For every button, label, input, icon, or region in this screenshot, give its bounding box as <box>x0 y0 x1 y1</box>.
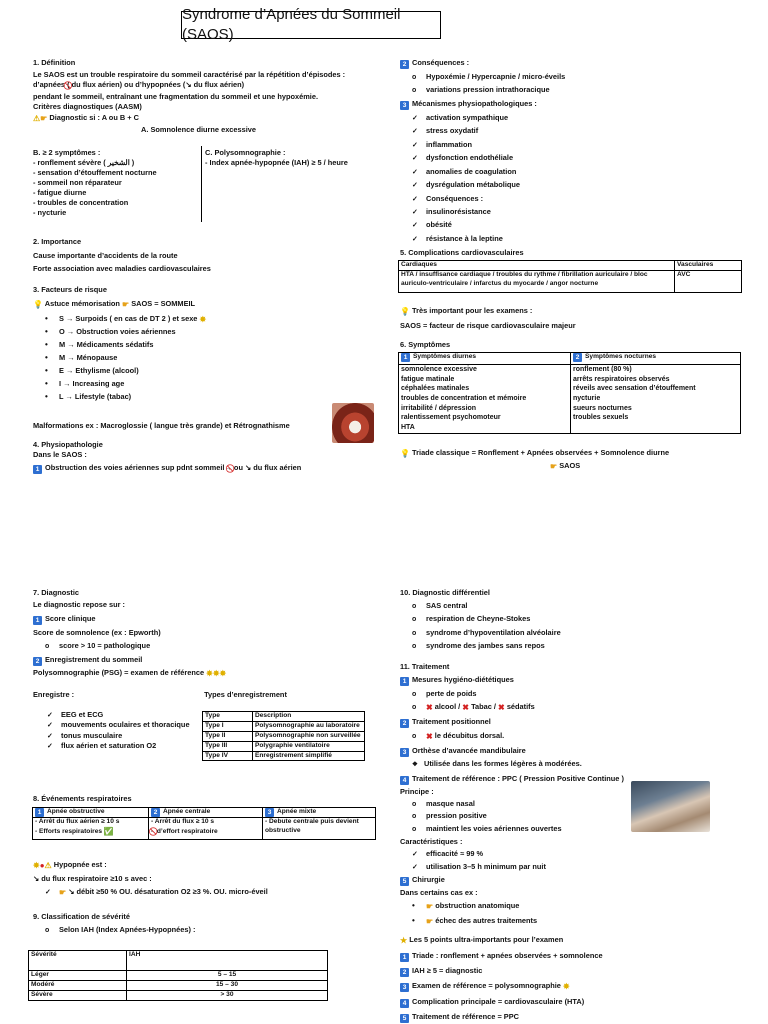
treatment-step-text: Traitement de référence : PPC ( Pression Positive Continue ) <box>412 773 624 783</box>
definition-line-5 <box>33 113 373 125</box>
types-title: Types d’enregistrement <box>204 690 287 700</box>
physio-line: Dans le SAOS : <box>33 449 87 459</box>
consequences-title: Conséquences : <box>412 58 470 67</box>
consequence-item: o variations pression intrathoracique <box>412 85 740 95</box>
exam-note-2: SAOS = facteur de risque cardiovasculaire majeur <box>400 320 576 330</box>
event-text: - Arrêt du flux aérien ≥ 10 s <box>35 818 120 825</box>
mechanisms-heading <box>400 99 740 110</box>
triad-saos <box>550 461 742 473</box>
hypopnea-criteria <box>33 887 373 899</box>
pointing-hand-icon: ☛ <box>59 887 67 897</box>
surgery-item <box>412 916 740 928</box>
psg-text: Polysomnographie (PSG) = examen de référence <box>33 668 205 678</box>
score-heading <box>33 614 373 625</box>
importance-line: Forte association avec maladies cardiovasculaires <box>33 263 211 273</box>
events-col-header <box>33 808 149 818</box>
treatment-step-text: Chirurgie <box>412 874 445 884</box>
differential-item: o SAS central <box>412 601 740 611</box>
pointing-hand-icon: ☛ <box>426 901 434 911</box>
mechanism-item: ✓ activation sympathique <box>412 113 740 123</box>
consequences-heading <box>400 58 740 69</box>
recording-heading <box>33 655 373 666</box>
number-badge-2: 2 <box>573 353 582 362</box>
mouth-photo <box>332 403 374 443</box>
treatment-sedatives: sédatifs <box>506 702 535 712</box>
key-point-text: IAH ≥ 5 = diagnostic <box>412 965 483 975</box>
symptom-item: HTA <box>401 423 415 431</box>
key-point-text: Complication principale = cardiovasculaire (HTA) <box>412 996 585 1006</box>
star-burst-icon: ✸ <box>33 861 40 870</box>
criterion-a: A. Somnolence diurne excessive <box>141 124 257 134</box>
treatment-step <box>400 675 740 686</box>
pointing-hand-icon: ☛ <box>426 916 434 926</box>
exam-note-text: Très important pour les examens : <box>412 305 533 315</box>
severity-table <box>28 950 328 1001</box>
definition-line-4: Critères diagnostiques (AASM) <box>33 101 142 111</box>
triad-saos-text: SAOS <box>559 461 581 471</box>
section-complications <box>398 248 742 331</box>
differential-item: o syndrome d’hypoventilation alvéolaire <box>412 628 740 638</box>
number-badge-1: 1 <box>33 465 42 474</box>
number-badge-1: 1 <box>35 808 44 817</box>
treatment-item: o perte de poids <box>400 689 740 699</box>
check-icon: ✅ <box>103 826 114 836</box>
importance-line: Cause importante d’accidents de la route <box>33 250 178 260</box>
section-importance <box>33 237 373 274</box>
cross-icon: ✖ <box>426 732 433 742</box>
differential-item: o syndrome des jambes sans repos <box>412 641 740 651</box>
warning-icon: ⚠ <box>44 861 52 870</box>
treatment-positional-text: le décubitus dorsal. <box>434 731 505 741</box>
triad-text: Triade classique = Ronflement + Apnées observées + Somnolence diurne <box>412 447 670 457</box>
type-cell: Type II <box>203 731 253 741</box>
criterion-c-heading: C. Polysomnographie : <box>205 148 286 157</box>
number-badge-3: 3 <box>265 808 274 817</box>
risk-item: • E → Ethylisme (alcool) <box>45 366 373 379</box>
section-respiratory-events <box>33 794 373 804</box>
section-diagnostic <box>33 588 373 700</box>
treatment-tobacco: Tabac / <box>471 702 496 712</box>
iah-cell: 15 – 30 <box>127 980 328 990</box>
section-differential <box>400 588 740 652</box>
mnemonic-value: SAOS = SOMMEIL <box>131 298 196 308</box>
types-col-header: Description <box>253 712 365 722</box>
principle-label: Principe : <box>400 786 434 796</box>
recording-title: Enregistrement du sommeil <box>45 655 143 665</box>
treatment-step <box>400 717 740 728</box>
symptoms-col2: Symptômes nocturnes <box>585 352 657 360</box>
symptom-item: somnolence excessive <box>401 365 477 373</box>
hypopnea-criteria-text: ↘ débit ≥50 % OU. désaturation O2 ≥3 %. OU. micro-éveil <box>68 886 268 896</box>
type-cell: Type I <box>203 721 253 731</box>
symptom-item: troubles de concentration et mémoire <box>401 394 527 402</box>
diagnostic-heading: 7. Diagnostic <box>33 588 79 597</box>
symptom-item: ronflement (80 %) <box>573 365 632 373</box>
section-symptoms <box>398 340 742 473</box>
events-col-header <box>149 808 263 818</box>
event-text: - Debute centrale puis devient obstructive <box>265 818 359 834</box>
type-desc-cell: Polygraphie ventilatoire <box>253 741 365 751</box>
criterion-b-item: - sommeil non réparateur <box>33 177 122 187</box>
differential-item: o respiration de Cheyne-Stokes <box>412 614 740 624</box>
records-item: ✓ EEG et ECG <box>47 710 207 720</box>
page-title: Syndrome d’Apnées du Sommeil (SAOS) <box>181 11 441 39</box>
consequence-item: o Hypoxémie / Hypercapnie / micro-éveils <box>412 72 740 82</box>
treatment-heading: 11. Traitement <box>400 662 450 671</box>
number-badge-2: 2 <box>400 719 409 728</box>
risk-item: • M → Médicaments sédatifs <box>45 340 373 353</box>
key-points-heading <box>400 935 740 947</box>
number-badge-1: 1 <box>400 953 409 962</box>
mnemonic-line <box>33 299 373 311</box>
physio-line <box>33 463 373 475</box>
definition-l2b: du flux aérien) ou d’hypopnées (↘ du flux aérien) <box>69 79 245 89</box>
hypopnea-line: ↘ du flux respiratoire ≥10 s avec : <box>33 873 152 883</box>
type-desc-cell: Polysomnographie non surveillée <box>253 731 365 741</box>
event-text-b: d’effort respiratoire <box>155 827 218 835</box>
nocturnal-symptoms-cell <box>571 364 741 433</box>
pointing-hand-icon: ☛ <box>40 113 48 123</box>
treatment-step <box>400 746 740 757</box>
symptoms-col1: Symptômes diurnes <box>413 352 477 360</box>
lightbulb-icon: 💡 <box>33 299 43 309</box>
records-item: ✓ tonus musculaire <box>47 731 207 741</box>
cpap-photo <box>631 781 710 832</box>
mechanism-item: ✓ inflammation <box>412 140 740 150</box>
risk-item-text: S → Surpoids ( en cas de DT 2 ) et sexe <box>59 313 198 323</box>
symptom-item: arrêts respiratoires observés <box>573 375 670 383</box>
key-points-title: Les 5 points ultra-importants pour l’examen <box>409 935 564 944</box>
characteristic-item: ✓ efficacité ≈ 99 % <box>412 849 740 859</box>
hypopnea-heading <box>33 860 373 872</box>
pointing-hand-icon: ☛ <box>121 299 130 309</box>
surgery-label: Dans certains cas ex : <box>400 887 478 897</box>
event-text-b: - Efforts respiratoires <box>35 827 103 835</box>
number-badge-2: 2 <box>151 808 160 817</box>
sparkle-icon: ✸ <box>199 314 207 324</box>
records-list <box>47 710 207 752</box>
section-severity <box>33 912 373 935</box>
complications-heading: 5. Complications cardiovasculaires <box>400 248 524 257</box>
criterion-b-item: - nycturie <box>33 207 67 217</box>
triad-line <box>400 448 742 460</box>
type-cell: Type IV <box>203 751 253 761</box>
risk-item: • I → Increasing age <box>45 379 373 392</box>
severity-heading: 9. Classification de sévérité <box>33 912 130 921</box>
risk-heading: 3. Facteurs de risque <box>33 285 107 294</box>
hypopnea-title: Hypopnée est : <box>53 860 107 869</box>
diurnal-symptoms-cell <box>399 364 571 433</box>
number-badge-4: 4 <box>400 999 409 1008</box>
number-badge-2: 2 <box>33 657 42 666</box>
mechanism-item: ✓ dysrégulation métabolique <box>412 180 740 190</box>
event-text: - Arrêt du flux ≥ 10 s <box>151 818 215 825</box>
iah-cell: 5 – 15 <box>127 971 328 981</box>
records-item: ✓ flux aérien et saturation O2 <box>47 741 207 751</box>
event-text <box>35 827 146 838</box>
complications-cell: AVC <box>675 270 742 292</box>
events-col-header <box>263 808 376 818</box>
pointing-hand-icon: ☛ <box>550 462 558 472</box>
importance-heading: 2. Importance <box>33 237 82 246</box>
symptoms-table <box>398 352 741 434</box>
cross-icon: ✖ <box>462 703 469 713</box>
mechanism-item: ✓ obésité <box>412 220 740 230</box>
symptom-item: troubles sexuels <box>573 414 629 422</box>
symptom-item: réveils avec sensation d’étouffement <box>573 385 696 393</box>
complications-table <box>398 260 742 293</box>
section-consequences <box>400 58 740 244</box>
type-cell: Type III <box>203 741 253 751</box>
events-cell <box>33 818 149 840</box>
treatment-item <box>400 702 740 714</box>
malformations-line: Malformations ex : Macroglossie ( langue très grande) et Rétrognathisme <box>33 420 290 430</box>
number-badge-3: 3 <box>400 101 409 110</box>
records-label <box>33 690 373 700</box>
risk-item: • O → Obstruction voies aériennes <box>45 327 373 340</box>
criterion-b-item: - fatigue diurne <box>33 187 87 197</box>
mechanism-item: ✓ dysfonction endothéliale <box>412 153 740 163</box>
mnemonic-label: Astuce mémorisation <box>44 298 120 308</box>
key-point-text: Triade : ronflement + apnées observées + somnolence <box>412 950 603 960</box>
section-key-points <box>400 935 740 1023</box>
complications-cell: HTA / insuffisance cardiaque / troubles du rythme / fibrillation auriculaire / bloc auriculo-ventriculaire / infarctus du myocarde / angor nocturne <box>399 270 675 292</box>
differential-heading: 10. Diagnostic différentiel <box>400 588 490 597</box>
number-badge-3: 3 <box>400 983 409 992</box>
key-point <box>400 966 740 977</box>
events-col2: Apnée centrale <box>163 808 211 815</box>
key-point <box>400 1012 740 1023</box>
psg-line <box>33 668 373 680</box>
symptom-item: irritabilité / dépression <box>401 404 477 412</box>
events-table <box>32 807 376 840</box>
treatment-item: ❖ Utilisée dans les formes légères à modérées. <box>400 759 740 770</box>
physio-l2a: Obstruction des voies aériennes sup pdnt sommeil→ <box>45 462 232 472</box>
principle-item: o pression positive <box>412 811 740 821</box>
mechanism-item: ✓ anomalies de coagulation <box>412 167 740 177</box>
hypopnea <box>33 860 373 899</box>
symptom-item: sueurs nocturnes <box>573 404 632 412</box>
key-point <box>400 981 740 993</box>
types-col-header: Type <box>203 712 253 722</box>
symptom-item: ralentissement psychomoteur <box>401 414 501 422</box>
section-physiopathology <box>33 440 373 475</box>
number-badge-5: 5 <box>400 1014 409 1023</box>
symptoms-heading: 6. Symptômes <box>400 340 451 349</box>
criterion-c <box>205 148 385 168</box>
criterion-b-heading: B. ≥ 2 symptômes : <box>33 148 101 157</box>
treatment-alcohol: alcool / <box>434 702 461 712</box>
definition-line-3: pendant le sommeil, entraînant une fragmentation du sommeil et une hypoxémie. <box>33 91 319 101</box>
events-col1: Apnée obstructive <box>47 808 105 815</box>
definition-l2a: d’apnées ( <box>33 79 70 89</box>
number-badge-1: 1 <box>401 353 410 362</box>
treatment-step-text: Mesures hygiéno-diététiques <box>412 674 514 684</box>
symptom-item: fatigue matinale <box>401 375 455 383</box>
complications-col-header: Cardiaques <box>399 260 675 270</box>
treatment-step-text: Traitement positionnel <box>412 717 491 727</box>
criterion-c-item: - Index apnée-hypopnée (IAH) ≥ 5 / heure <box>205 157 348 167</box>
criterion-b-item: - ronflement sévère ( الشخير ) <box>33 157 135 167</box>
key-point <box>400 997 740 1008</box>
records-text: Enregistre : <box>33 690 75 700</box>
score-title: Score clinique <box>45 613 96 623</box>
exam-note <box>400 306 742 318</box>
definition-line-2 <box>33 80 373 92</box>
warning-icon: ⚠ <box>33 113 41 123</box>
criterion-b-item: - sensation d’étouffement nocturne <box>33 167 157 177</box>
number-badge-3: 3 <box>400 748 409 757</box>
severity-cell: Léger <box>29 971 127 981</box>
treatment-item <box>400 731 740 743</box>
diagnostic-line: Le diagnostic repose sur : <box>33 599 125 609</box>
mechanism-item: ✓ résistance à la leptine <box>412 234 740 244</box>
number-badge-1: 1 <box>33 616 42 625</box>
surgery-item-text: obstruction anatomique <box>435 900 520 910</box>
mechanism-item: ✓ Conséquences : <box>412 194 740 204</box>
principle-item: o maintient les voies aériennes ouvertes <box>412 824 740 834</box>
definition-line-1: Le SAOS est un trouble respiratoire du sommeil caractérisé par la répétition d’épisodes : <box>33 69 346 79</box>
symptoms-col-header <box>399 352 571 364</box>
severity-col-header: Sévérité <box>29 951 127 971</box>
alarm-icon: ● <box>39 861 45 870</box>
recording-types-table <box>202 711 365 761</box>
severity-cell: Sévère <box>29 990 127 1000</box>
number-badge-2: 2 <box>400 968 409 977</box>
diagnostic-criteria: Diagnostic si : A ou B + C <box>49 112 139 122</box>
star-burst-icon: ✸ <box>562 981 570 991</box>
star-icon: ★ <box>400 936 408 945</box>
criterion-b-item: - troubles de concentration <box>33 197 129 207</box>
definition-heading: 1. Définition <box>33 58 76 67</box>
surgery-item-text: échec des autres traitements <box>435 915 538 925</box>
mechanisms-title: Mécanismes physiopathologiques : <box>412 98 537 108</box>
lightbulb-icon: 💡 <box>400 306 410 316</box>
mechanism-item: ✓ stress oxydatif <box>412 126 740 136</box>
number-badge-2: 2 <box>400 60 409 69</box>
treatment-step <box>400 875 740 886</box>
number-badge-4: 4 <box>400 776 409 785</box>
physio-l2b: ou ↘ du flux aérien <box>231 462 302 472</box>
star-burst-icon: ✸✸✸ <box>206 669 227 679</box>
cross-icon: ✖ <box>426 703 433 713</box>
key-point-text: Examen de référence = polysomnographie <box>412 980 561 990</box>
events-heading: 8. Événements respiratoires <box>33 794 132 803</box>
column-divider <box>201 146 202 222</box>
key-point-text: Traitement de référence = PPC <box>412 1011 520 1021</box>
severity-line: o Selon IAH (Index Apnées-Hypopnées) : <box>33 925 373 935</box>
severity-cell: Modéré <box>29 980 127 990</box>
characteristics-label: Caractéristiques : <box>400 837 463 847</box>
number-badge-5: 5 <box>400 877 409 886</box>
treatment-step-text: Orthèse d’avancée mandibulaire <box>412 746 526 756</box>
complications-col-header: Vasculaires <box>675 260 742 270</box>
symptom-item: nycturie <box>573 394 601 402</box>
symptom-item: céphalées matinales <box>401 385 470 393</box>
iah-cell: > 30 <box>127 990 328 1000</box>
event-text: - d’effort respiratoire <box>151 827 218 835</box>
events-col3: Apnée mixte <box>277 808 317 815</box>
events-cell <box>263 818 376 840</box>
characteristic-item: ✓ utilisation 3–5 h minimum par nuit <box>412 862 740 872</box>
section-risk-factors <box>33 285 373 431</box>
lightbulb-icon: 💡 <box>400 448 410 458</box>
number-badge-1: 1 <box>400 677 409 686</box>
section-definition <box>33 58 373 135</box>
score-item: o score > 10 = pathologique <box>33 641 373 651</box>
score-line: Score de somnolence (ex : Epworth) <box>33 627 161 637</box>
risk-item <box>45 314 373 327</box>
cross-icon: ✖ <box>498 703 505 713</box>
mechanism-item: ✓ insulinorésistance <box>412 207 740 217</box>
risk-item: • L → Lifestyle (tabac) <box>45 392 373 405</box>
events-cell <box>149 818 263 840</box>
type-desc-cell: Enregistrement simplifié <box>253 751 365 761</box>
symptoms-col-header <box>571 352 741 364</box>
criterion-b <box>33 148 203 218</box>
risk-item: • M → Ménopause <box>45 353 373 366</box>
records-item: ✓ mouvements oculaires et thoracique <box>47 720 207 730</box>
type-desc-cell: Polysomnographie au laboratoire <box>253 721 365 731</box>
physio-heading: 4. Physiopathologie <box>33 440 103 449</box>
principle-item: o masque nasal <box>412 799 740 809</box>
severity-col-header: IAH <box>127 951 328 971</box>
key-point <box>400 951 740 962</box>
surgery-item <box>412 901 740 913</box>
